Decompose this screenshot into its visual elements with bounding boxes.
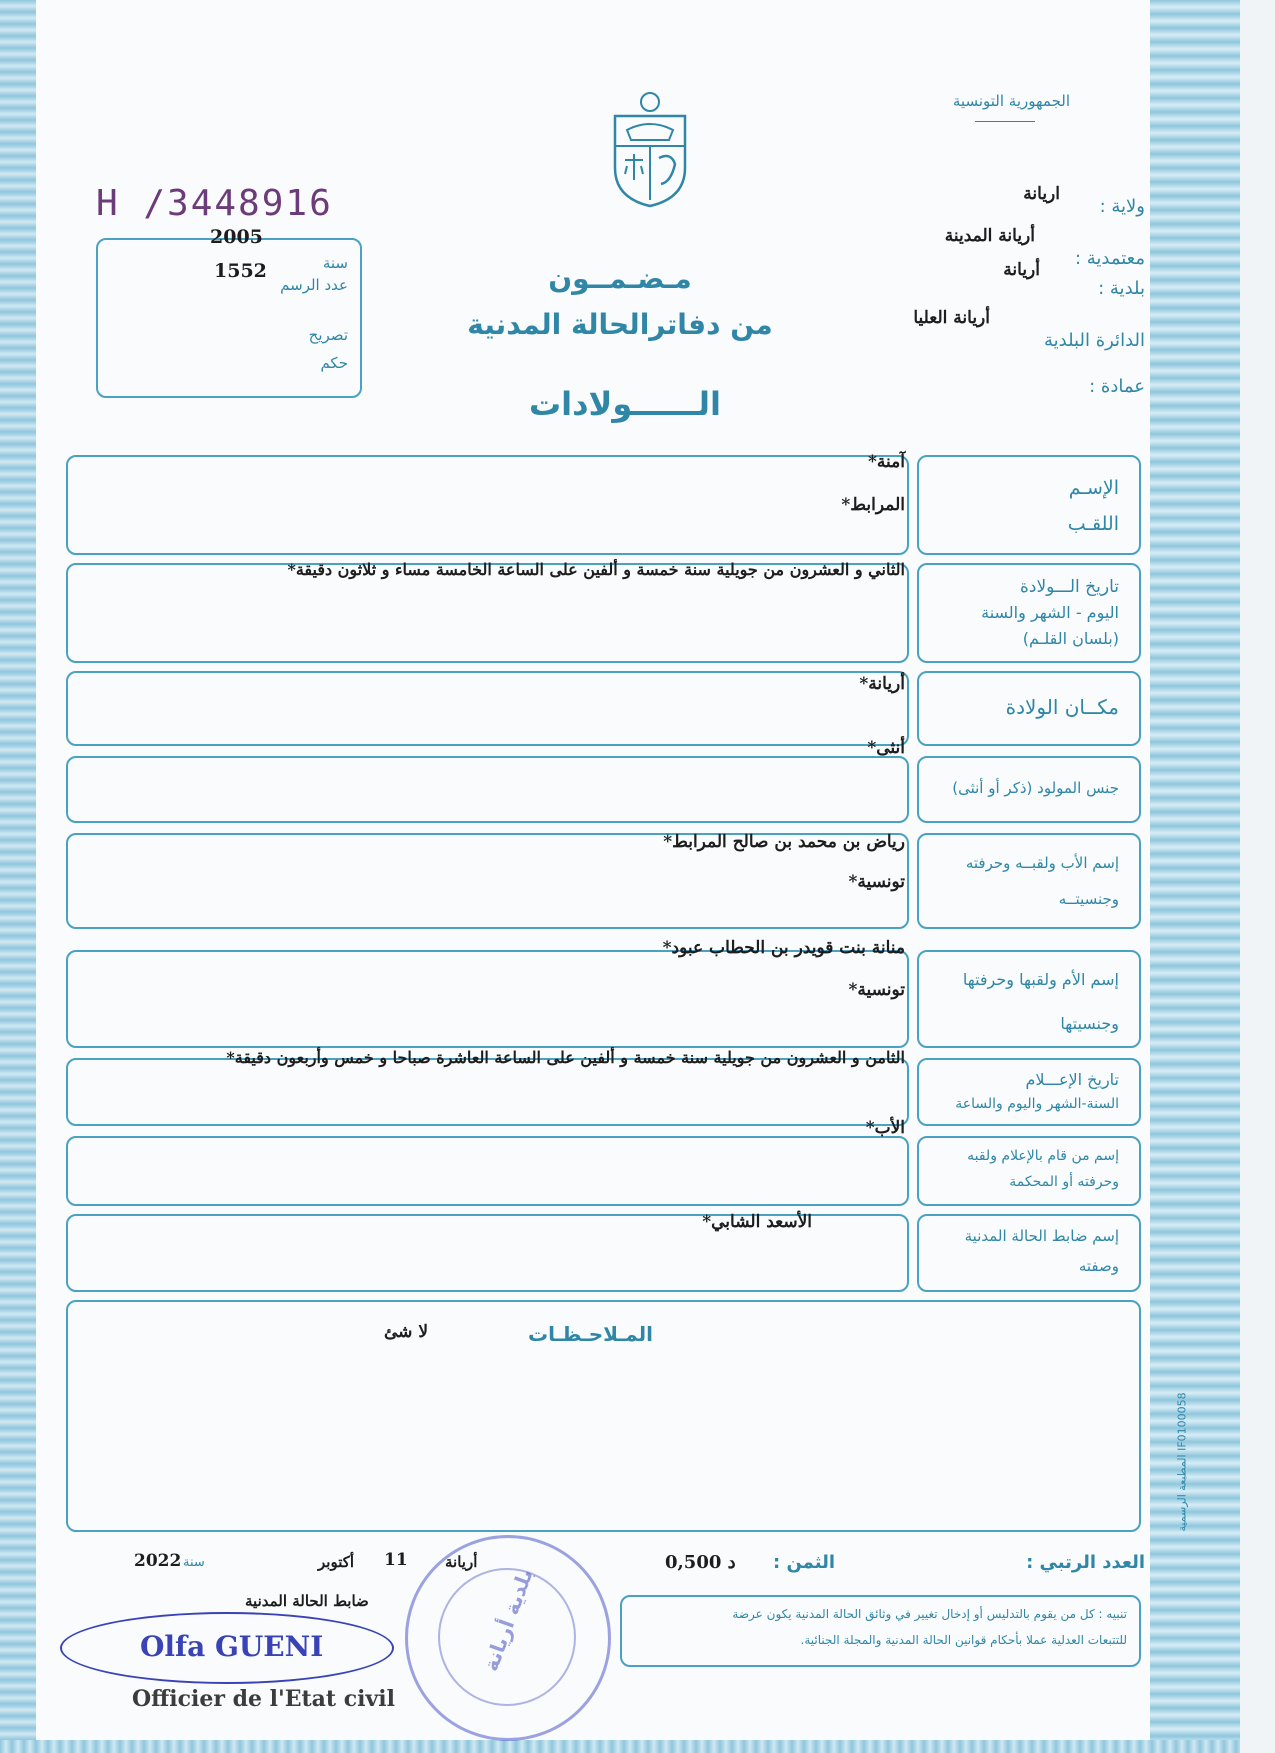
baladia-label: بلدية : [1098,278,1145,299]
name-value: آمنة* [868,452,905,472]
warning-line-1: تنبيه : كل من يقوم بالتدليس أو إدخال تغيير في وثائق الحالة المدنية يكون عرضة [732,1607,1127,1621]
declaration-label: تصريح [308,326,348,344]
sex-label: جنس المولود (ذكر أو أنثى) [952,779,1119,797]
declaration-date-label-box [917,1058,1141,1126]
birth-date-label-box [917,563,1141,663]
declarant-label-box [917,1136,1141,1206]
birth-date-label-2: اليوم - الشهر والسنة [981,603,1119,622]
motamadia-value: أريانة المدينة [944,226,1035,246]
declarant-label-1: إسم من قام بالإعلام ولقبه [967,1148,1119,1164]
declaration-date-value-box [66,1058,909,1126]
baladia-value: أريانة [1003,260,1040,280]
register-year-label: سنة [322,254,348,272]
declarant-value: الأب* [865,1118,905,1138]
municipality-stamp [405,1535,611,1741]
decorative-border-left [0,0,36,1753]
surname-value: المرابط* [841,495,905,515]
officer-label-1: إسم ضابط الحالة المدنية [964,1227,1119,1245]
printer-mark: المطبعة الرسمية IF0100058 [1175,1392,1189,1532]
surname-label: اللقـب [1067,513,1119,535]
name-label-box [917,455,1141,555]
serial-number: H /3448916 [96,183,333,224]
daira-label: الدائرة البلدية [1043,330,1145,351]
birth-date-value: الثاني و العشرون من جويلية سنة خمسة و ألفين على الساعة الخامسة مساء و ثلاثون دقيقة* [287,560,905,579]
warning-line-2: للتتبعات العدلية عملا بأحكام قوانين الحالة المدنية والمجلة الجنائية. [800,1633,1127,1647]
father-label-2: وجنسيتــه [1058,890,1119,908]
mother-nationality: تونسية* [848,980,905,1000]
mother-label-box [917,950,1141,1048]
page-edge [1240,0,1275,1753]
father-label-box [917,833,1141,929]
issue-year-label: سنة [183,1555,205,1570]
father-label-1: إسم الأب ولقبــه وحرفته [965,854,1119,872]
birth-date-label-1: تاريخ الـــولادة [1019,577,1119,597]
title-line-1: مـضـمــون [548,262,692,295]
father-value: رياض بن محمد بن صالح المرابط* [663,832,905,852]
republic-title: الجمهورية التونسية [952,92,1070,110]
judgment-label: حكم [320,354,348,372]
declarant-value-box [66,1136,909,1206]
issue-month: أكتوبر [318,1553,355,1571]
birth-place-label: مكــان الولادة [1005,695,1119,719]
decorative-border-right [1150,0,1240,1753]
birth-place-value: أريانة* [859,674,905,694]
remarks-value: لا شئ [384,1322,429,1342]
warning-box [620,1595,1141,1667]
title-line-2: من دفاترالحالة المدنية [467,308,773,341]
issue-place: أريانة [445,1553,478,1571]
stamp-text: بلدية أريانة [478,1565,538,1675]
name-value-box [66,455,909,555]
declarant-label-2: وحرفته أو المحكمة [1009,1174,1119,1190]
title-line-3: الــــــولادات [528,385,722,423]
mother-label-2: وجنسيتها [1060,1014,1119,1033]
mother-value: منانة بنت قويدر بن الحطاب عبود* [662,938,905,958]
signature-title: Officier de l'Etat civil [132,1686,395,1712]
price-value: 0,500 د [665,1552,736,1573]
register-box [96,226,362,398]
declaration-date-value: الثامن و العشرون من جويلية سنة خمسة و ألفين على الساعة العاشرة صباحا و خمس وأربعون دقيقة* [226,1048,905,1067]
omada-label: عمادة : [1089,376,1145,397]
divider [975,121,1035,122]
officer-label-box [917,1214,1141,1292]
signature-name: Olfa GUENI [140,1630,324,1663]
remarks-label: المـلاحـظـات [528,1322,653,1346]
price-label: الثمن : [772,1552,835,1573]
name-label: الإسـم [1068,477,1119,499]
sex-value-box [66,756,909,823]
register-year-value: 2005 [210,226,263,248]
wilaya-label: ولاية : [1099,196,1145,217]
sex-label-box [917,756,1141,823]
mother-label-1: إسم الأم ولقبها وحرفتها [962,970,1119,989]
wilaya-value: اريانة [1023,184,1060,204]
declaration-date-label-2: السنة-الشهر واليوم والساعة [955,1096,1119,1112]
officer-value: الأسعد الشابي* [702,1212,812,1232]
issue-year: 2022 [134,1551,182,1571]
motamadia-label: معتمدية : [1074,248,1145,269]
mother-value-box [66,950,909,1048]
birth-date-label-3: (بلسان القلـم) [1022,629,1119,648]
officer-title: ضابط الحالة المدنية [245,1592,369,1610]
serial-label: العدد الرتبي : [1026,1552,1145,1573]
declaration-date-label-1: تاريخ الإعـــلام [1025,1070,1119,1089]
register-number-value: 1552 [214,260,267,282]
issue-day: 11 [384,1550,408,1570]
birth-place-label-box [917,671,1141,746]
decorative-border-bottom [0,1740,1240,1753]
remarks-box [66,1300,1141,1532]
sex-value: أنثى* [867,738,905,758]
officer-label-2: وصفته [1078,1257,1119,1275]
tunisia-coat-of-arms-icon [605,88,695,208]
daira-value: أريانة العليا [913,308,990,328]
birth-place-value-box [66,671,909,746]
register-number-label: عدد الرسم [280,276,348,294]
father-nationality: تونسية* [848,872,905,892]
